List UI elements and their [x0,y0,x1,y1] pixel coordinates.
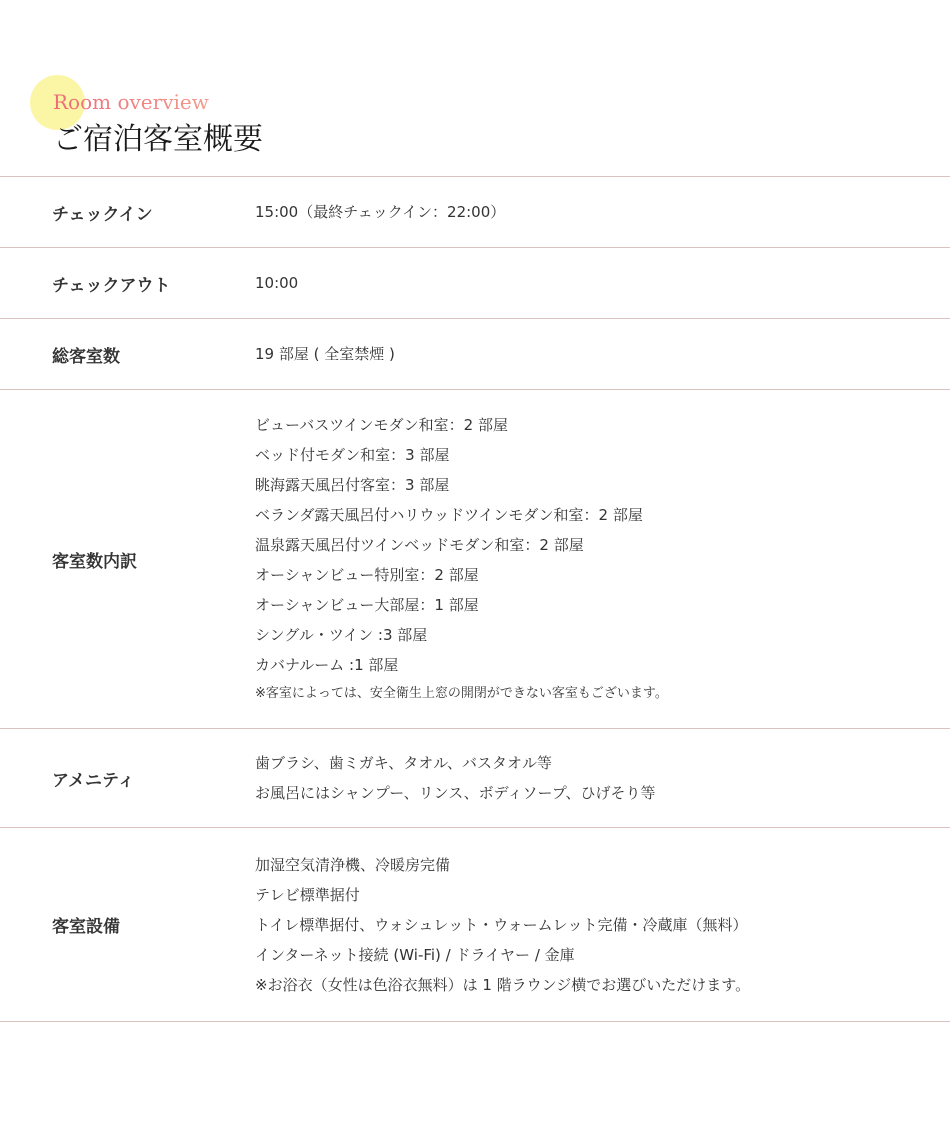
list-item: トイレ標準据付、ウォシュレット・ウォームレット完備・冷蔵庫（無料） [255,915,748,934]
section-eyebrow: Room overview [53,90,209,114]
table-row-checkin [0,177,950,248]
table-row-total-rooms [0,319,950,390]
row-label-total-rooms: 総客室数 [52,346,120,367]
row-label-equipment: 客室設備 [52,917,120,937]
list-item: 眺海露天風呂付客室：3 部屋 [255,476,450,494]
row-value-equipment [255,850,750,1000]
list-item: オーシャンビュー大部屋：1 部屋 [255,596,479,614]
table-row-amenity [0,729,950,828]
list-item: ビューバスツインモダン和室：2 部屋 [255,416,508,434]
room-breakdown-note: ※客室によっては、安全衛生上窓の開閉ができない客室もございます。 [255,686,668,701]
list-item: テレビ標準据付 [255,885,360,904]
list-item: ※お浴衣（女性は色浴衣無料）は 1 階ラウンジ横でお選びいただけます。 [255,975,751,994]
row-value-total-rooms [255,339,395,369]
checkin-time: 15:00（最終チェックイン：22:00） [255,203,506,221]
row-value-amenity [255,748,656,808]
page-header [0,0,950,176]
row-label-checkout: チェックアウト [52,275,171,296]
total-rooms-count: 19 部屋 ( 全室禁煙 ) [255,345,395,363]
list-item: ベランダ露天風呂付ハリウッドツインモダン和室：2 部屋 [255,506,643,524]
checkout-time: 10:00 [255,274,299,292]
row-label-checkin: チェックイン [52,204,153,225]
row-value-checkin [255,197,505,227]
list-item: 温泉露天風呂付ツインベッドモダン和室：2 部屋 [255,536,584,554]
table-row-equipment [0,828,950,1022]
table-row-checkout [0,248,950,319]
row-label-room-breakdown: 客室数内訳 [52,551,137,572]
row-value-checkout [255,268,298,298]
list-item: ベッド付モダン和室：3 部屋 [255,446,450,464]
list-item: シングル・ツイン :3 部屋 [255,626,428,644]
row-value-room-breakdown [255,410,668,708]
list-item: インターネット接続 (Wi-Fi) / ドライヤー / 金庫 [255,945,575,964]
list-item: オーシャンビュー特別室：2 部屋 [255,566,479,584]
list-item: 加湿空気清浄機、冷暖房完備 [255,855,451,874]
row-label-amenity: アメニティ [52,770,135,791]
list-item: カバナルーム :1 部屋 [255,656,399,674]
page-title: ご宿泊客室概要 [53,122,263,157]
room-overview-table [0,176,950,1022]
list-item: お風呂にはシャンプー、リンス、ボディソープ、ひげそり等 [255,784,656,802]
list-item: 歯ブラシ、歯ミガキ、タオル、バスタオル等 [255,754,553,772]
table-row-room-breakdown [0,390,950,729]
